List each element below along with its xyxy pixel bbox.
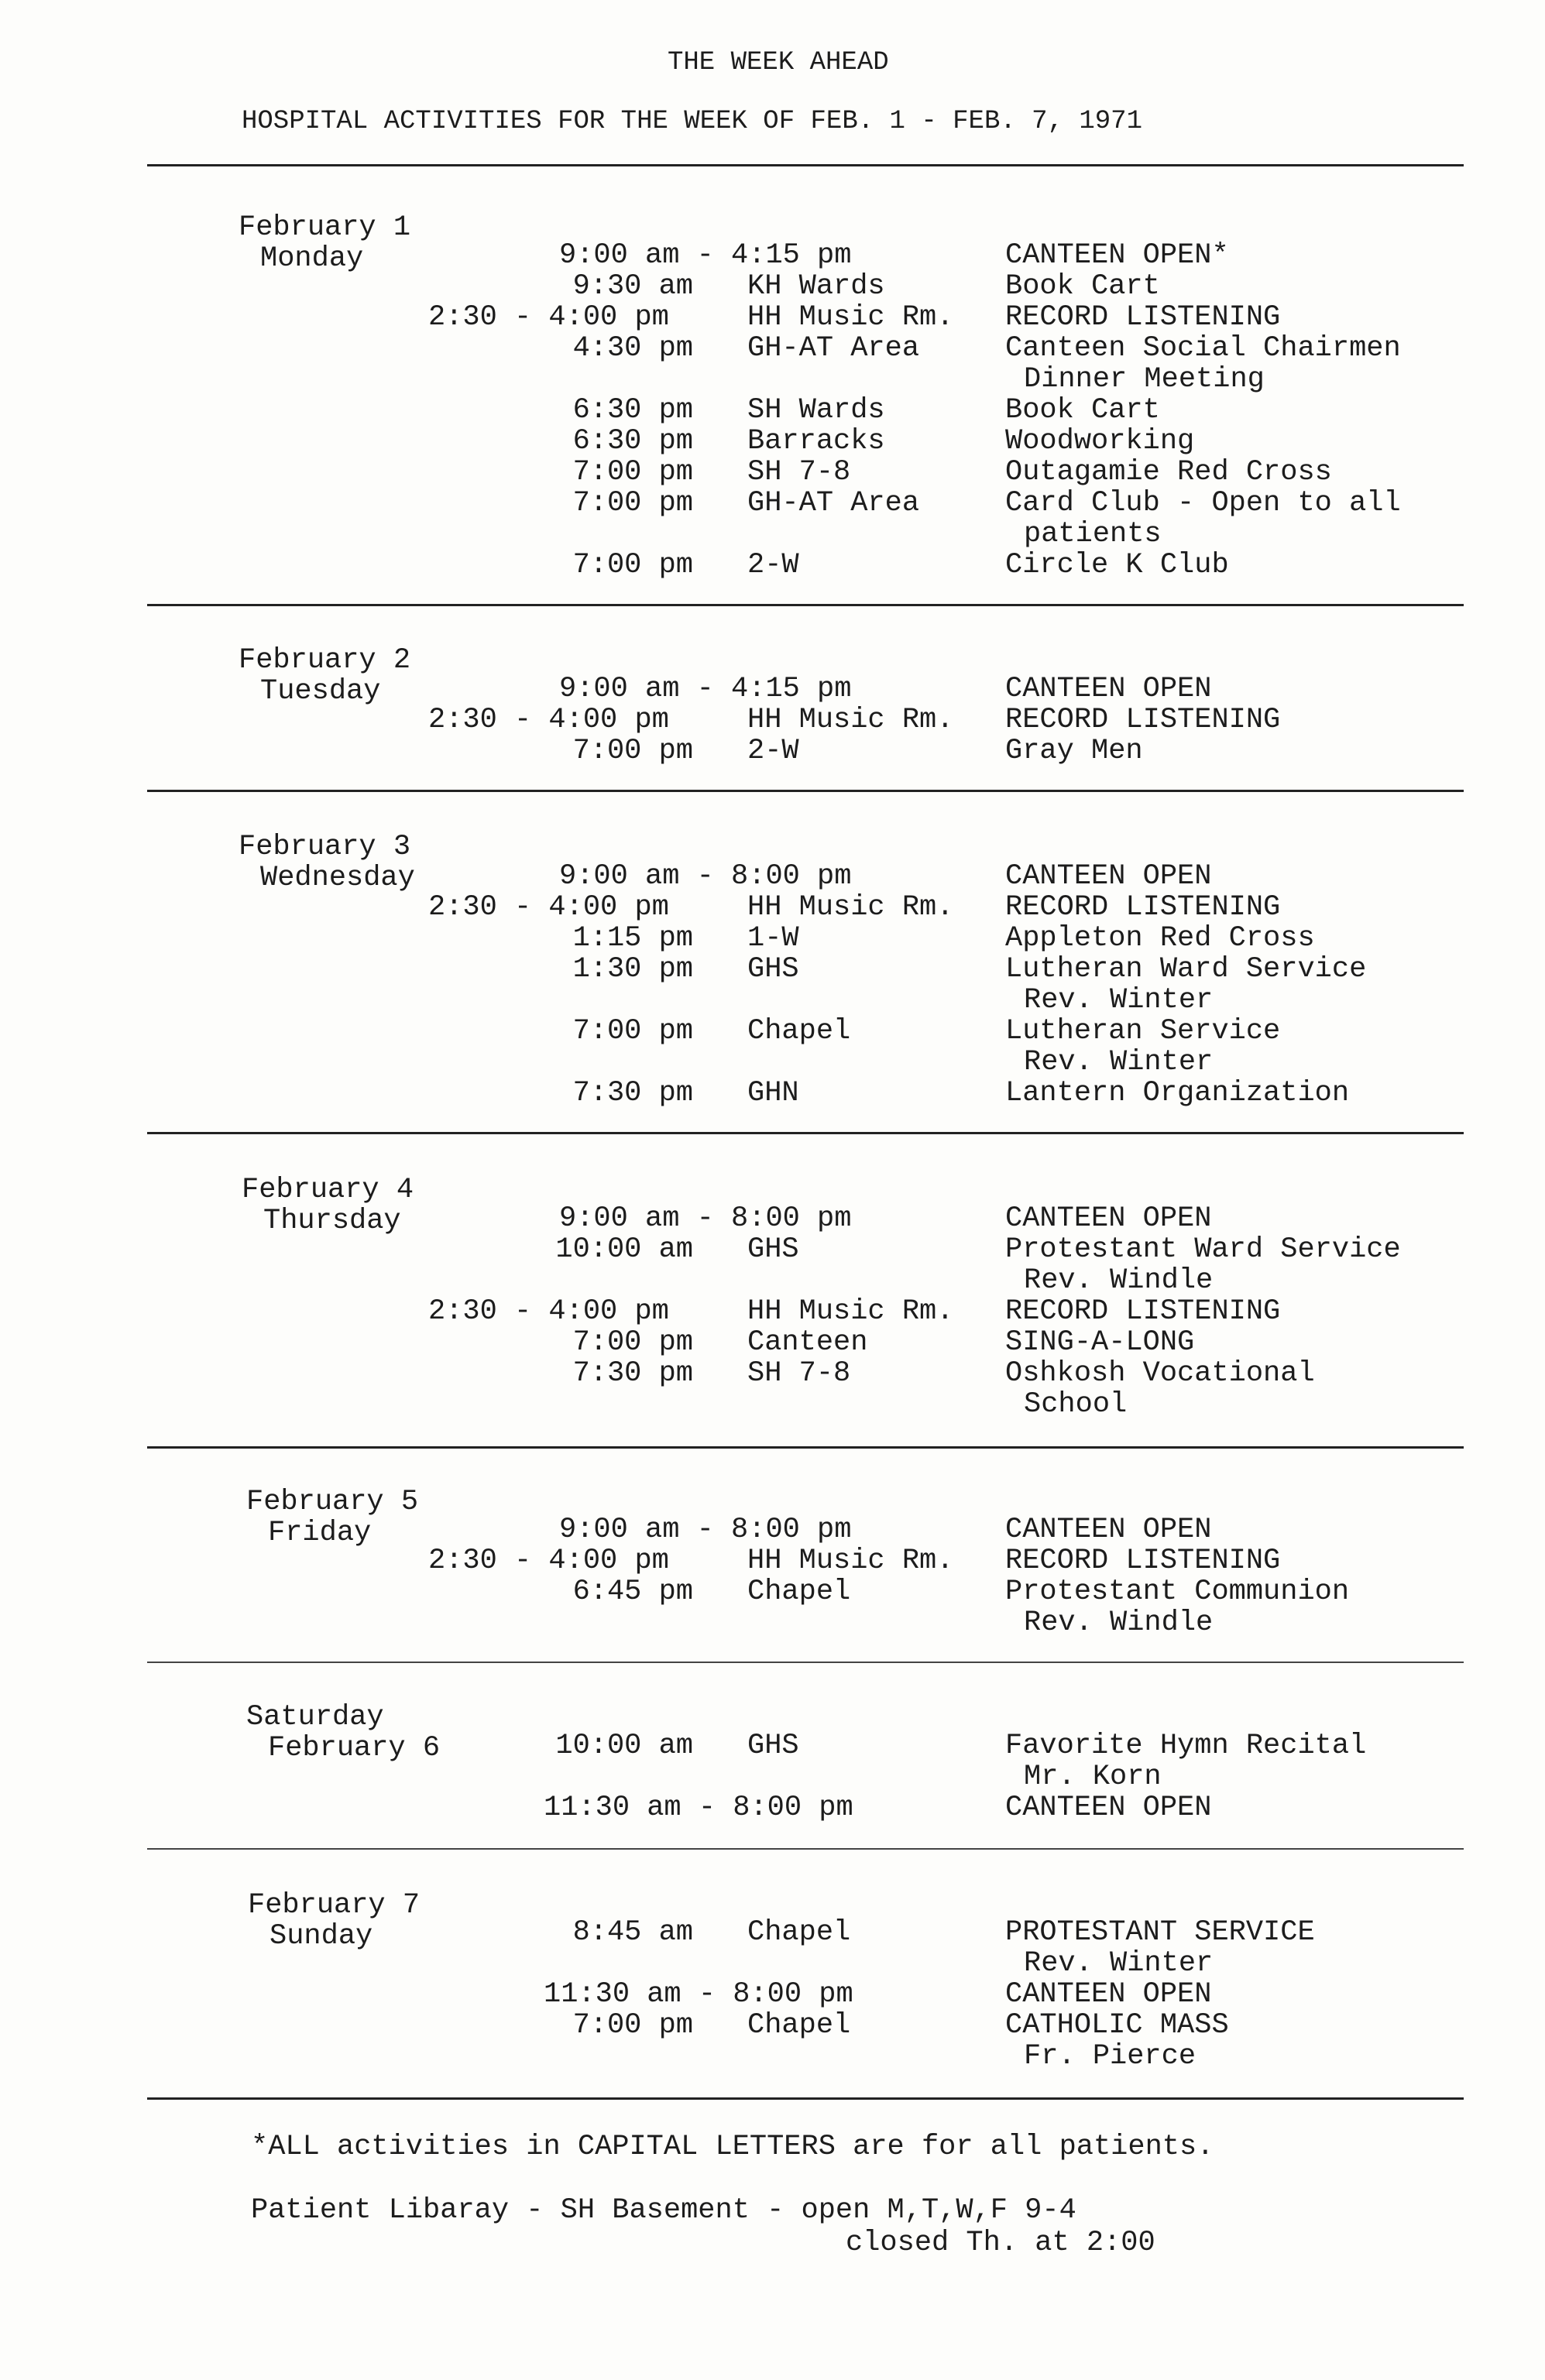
activity-location: KH Wards	[747, 270, 885, 303]
activity-location: SH Wards	[747, 394, 885, 427]
activity-name: Rev. Winter	[1024, 1046, 1214, 1079]
activity-location: HH Music Rm.	[747, 301, 954, 334]
activity-location: GHS	[747, 1233, 799, 1266]
activity-name: CANTEEN OPEN*	[1005, 239, 1229, 272]
activity-name: CATHOLIC MASS	[1005, 2009, 1229, 2042]
activity-time: 7:00 pm	[572, 1326, 693, 1359]
activity-name: Rev. Windle	[1024, 1264, 1214, 1297]
activity-name: Rev. Winter	[1024, 984, 1214, 1017]
activity-location: HH Music Rm.	[747, 1295, 954, 1328]
day-weekday: Wednesday	[260, 862, 415, 894]
activity-name: Protestant Ward Service	[1005, 1233, 1401, 1266]
activity-time: 9:00 am - 4:15 pm	[559, 673, 852, 705]
library-hours-line-1: Patient Libaray - SH Basement - open M,T,W,F 9-4	[251, 2194, 1076, 2227]
activity-location: SH 7-8	[747, 456, 851, 489]
activity-time: 7:00 pm	[572, 456, 693, 489]
activity-name: Rev. Winter	[1024, 1947, 1214, 1980]
activity-name: CANTEEN OPEN	[1005, 860, 1212, 893]
page-title: THE WEEK AHEAD	[668, 48, 889, 77]
day-date: February 2	[239, 644, 411, 677]
activity-location: Chapel	[747, 2009, 851, 2042]
activity-location: Chapel	[747, 1916, 851, 1949]
activity-location: Chapel	[747, 1576, 851, 1608]
library-hours-line-2: closed Th. at 2:00	[846, 2227, 1155, 2259]
activity-time: 7:30 pm	[572, 1077, 693, 1109]
activity-location: GHS	[747, 1730, 799, 1762]
day-weekday: February 6	[268, 1732, 441, 1764]
activity-time: 2:30 - 4:00 pm	[428, 301, 669, 334]
activity-time: 1:15 pm	[572, 922, 693, 955]
activity-name: Circle K Club	[1005, 549, 1229, 581]
activity-location: GHS	[747, 953, 799, 986]
day-date: February 7	[248, 1889, 421, 1922]
activity-name: RECORD LISTENING	[1005, 1295, 1281, 1328]
activity-name: Lantern Organization	[1005, 1077, 1350, 1109]
activity-name: Lutheran Ward Service	[1005, 953, 1367, 986]
activity-name: patients	[1024, 518, 1162, 550]
activity-time: 7:00 pm	[572, 1015, 693, 1048]
section-divider	[147, 790, 1464, 792]
day-date: February 1	[239, 211, 411, 244]
activity-location: Barracks	[747, 425, 885, 458]
day-date: February 3	[239, 831, 411, 863]
section-divider	[147, 164, 1464, 166]
activity-name: CANTEEN OPEN	[1005, 1514, 1212, 1546]
section-divider	[147, 2097, 1464, 2100]
activity-location: GH-AT Area	[747, 487, 920, 520]
activity-time: 2:30 - 4:00 pm	[428, 704, 669, 736]
activity-time: 6:30 pm	[572, 425, 693, 458]
activity-time: 10:00 am	[555, 1233, 693, 1266]
activity-name: School	[1024, 1388, 1128, 1421]
activity-name: Fr. Pierce	[1024, 2040, 1197, 2073]
day-weekday: Thursday	[263, 1205, 401, 1237]
activity-time: 6:30 pm	[572, 394, 693, 427]
day-date: February 4	[242, 1174, 414, 1206]
activity-name: CANTEEN OPEN	[1005, 1978, 1212, 2011]
activity-name: Lutheran Service	[1005, 1015, 1281, 1048]
activity-location: HH Music Rm.	[747, 1545, 954, 1577]
activity-time: 1:30 pm	[572, 953, 693, 986]
activity-name: Gray Men	[1005, 735, 1143, 767]
activity-name: Favorite Hymn Recital	[1005, 1730, 1367, 1762]
activity-time: 10:00 am	[555, 1730, 693, 1762]
activity-time: 9:00 am - 8:00 pm	[559, 860, 852, 893]
activity-location: 2-W	[747, 735, 799, 767]
activity-location: Chapel	[747, 1015, 851, 1048]
activity-name: RECORD LISTENING	[1005, 891, 1281, 924]
activity-name: Rev. Windle	[1024, 1607, 1214, 1639]
activity-name: CANTEEN OPEN	[1005, 673, 1212, 705]
activity-time: 7:00 pm	[572, 2009, 693, 2042]
activity-name: RECORD LISTENING	[1005, 301, 1281, 334]
activity-location: GHN	[747, 1077, 799, 1109]
activity-name: Outagamie Red Cross	[1005, 456, 1332, 489]
activity-location: Canteen	[747, 1326, 868, 1359]
section-divider	[147, 1662, 1464, 1663]
activity-name: Dinner Meeting	[1024, 363, 1265, 396]
activity-location: HH Music Rm.	[747, 704, 954, 736]
activity-name: CANTEEN OPEN	[1005, 1792, 1212, 1824]
activity-name: CANTEEN OPEN	[1005, 1202, 1212, 1235]
activity-time: 4:30 pm	[572, 332, 693, 365]
activity-name: RECORD LISTENING	[1005, 1545, 1281, 1577]
activity-location: 2-W	[747, 549, 799, 581]
section-divider	[147, 1446, 1464, 1449]
activity-name: Oshkosh Vocational	[1005, 1357, 1315, 1390]
activity-name: Card Club - Open to all	[1005, 487, 1401, 520]
activity-location: 1-W	[747, 922, 799, 955]
activity-time: 6:45 pm	[572, 1576, 693, 1608]
day-weekday: Friday	[268, 1517, 372, 1549]
day-date: February 5	[246, 1486, 419, 1518]
activity-name: Appleton Red Cross	[1005, 922, 1315, 955]
activity-name: Book Cart	[1005, 394, 1160, 427]
activity-name: Mr. Korn	[1024, 1761, 1162, 1793]
activity-name: PROTESTANT SERVICE	[1005, 1916, 1315, 1949]
activity-name: SING-A-LONG	[1005, 1326, 1195, 1359]
activity-time: 7:00 pm	[572, 735, 693, 767]
activity-time: 9:00 am - 8:00 pm	[559, 1202, 852, 1235]
activity-name: RECORD LISTENING	[1005, 704, 1281, 736]
activity-time: 11:30 am - 8:00 pm	[544, 1978, 853, 2011]
activity-name: Book Cart	[1005, 270, 1160, 303]
day-weekday: Monday	[260, 242, 364, 275]
activity-location: GH-AT Area	[747, 332, 920, 365]
section-divider	[147, 604, 1464, 606]
activity-location: HH Music Rm.	[747, 891, 954, 924]
activity-time: 2:30 - 4:00 pm	[428, 1295, 669, 1328]
activity-name: Woodworking	[1005, 425, 1195, 458]
activity-time: 2:30 - 4:00 pm	[428, 1545, 669, 1577]
activity-location: SH 7-8	[747, 1357, 851, 1390]
day-weekday: Sunday	[270, 1920, 373, 1953]
activity-time: 11:30 am - 8:00 pm	[544, 1792, 853, 1824]
capital-letters-note: *ALL activities in CAPITAL LETTERS are for all patients.	[251, 2131, 1214, 2163]
activity-time: 8:45 am	[572, 1916, 693, 1949]
activity-name: Protestant Communion	[1005, 1576, 1350, 1608]
section-divider	[147, 1132, 1464, 1134]
day-weekday: Tuesday	[260, 675, 381, 708]
section-divider	[147, 1848, 1464, 1850]
activity-time: 7:00 pm	[572, 549, 693, 581]
activity-name: Canteen Social Chairmen	[1005, 332, 1401, 365]
activity-time: 9:00 am - 8:00 pm	[559, 1514, 852, 1546]
day-date: Saturday	[246, 1701, 384, 1734]
page-subtitle: HOSPITAL ACTIVITIES FOR THE WEEK OF FEB. 1 - FEB. 7, 1971	[242, 107, 1142, 136]
activity-time: 2:30 - 4:00 pm	[428, 891, 669, 924]
activity-time: 7:00 pm	[572, 487, 693, 520]
activity-time: 7:30 pm	[572, 1357, 693, 1390]
activity-time: 9:00 am - 4:15 pm	[559, 239, 852, 272]
activity-time: 9:30 am	[572, 270, 693, 303]
